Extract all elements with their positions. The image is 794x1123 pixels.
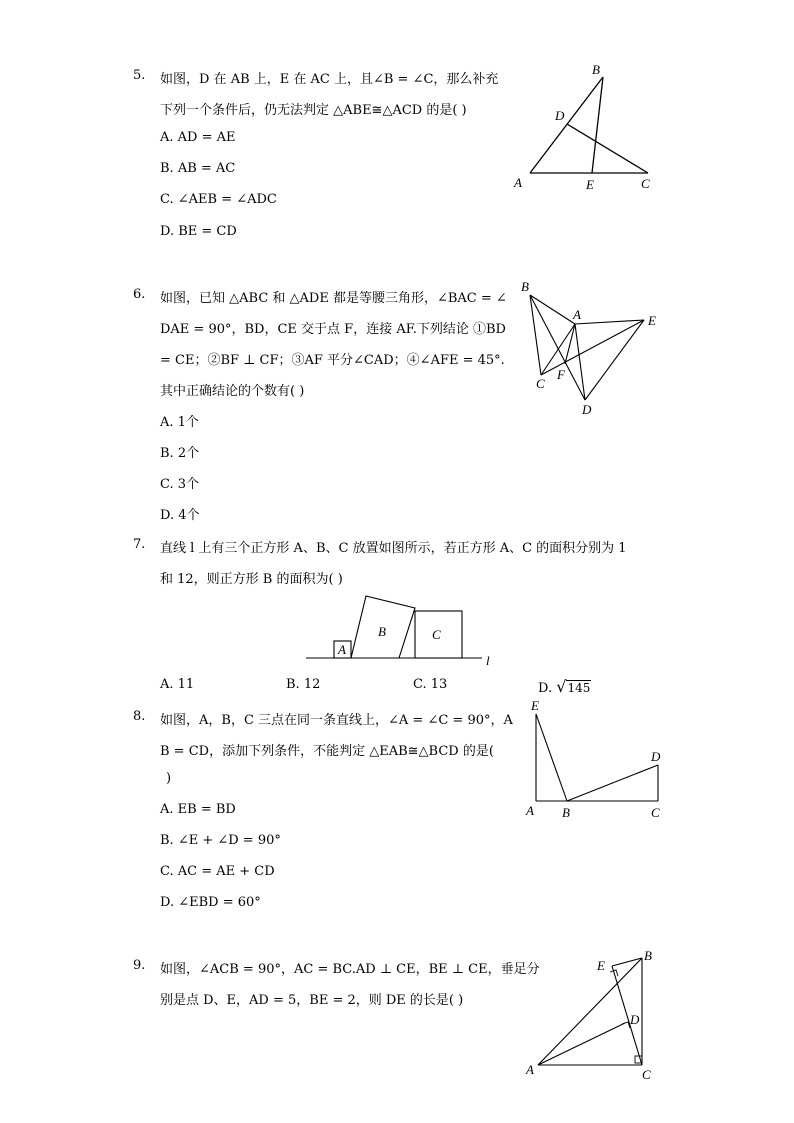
q8-label-e: E — [531, 698, 539, 713]
q5-label-c: C — [641, 176, 650, 191]
q9-stem-line2: 别是点 D、E，AD = 5，BE = 2，则 DE 的长是( ) — [160, 993, 464, 1008]
q7-option-d-radicand: 145 — [567, 681, 591, 695]
q7-label-b: B — [378, 624, 386, 639]
q7-option-c[interactable]: C. 13 — [413, 677, 448, 692]
q5-option-b[interactable]: B. AB = AC — [160, 161, 236, 176]
q6-number: 6. — [133, 287, 146, 302]
q5-option-c[interactable]: C. ∠AEB = ∠ADC — [160, 192, 277, 207]
q9-label-d: D — [630, 1012, 640, 1027]
q8-option-d[interactable]: D. ∠EBD = 60° — [160, 895, 261, 910]
q7-option-d[interactable] — [538, 677, 591, 696]
q8-label-b: B — [562, 805, 570, 820]
q7-label-a: A — [338, 642, 346, 657]
q7-option-b[interactable]: B. 12 — [286, 677, 321, 692]
q5-option-a[interactable]: A. AD = AE — [160, 130, 236, 145]
q9-label-a: A — [526, 1062, 534, 1077]
q5-label-e: E — [586, 177, 594, 192]
q6-stem-line1: 如图，已知 △ABC 和 △ADE 都是等腰三角形，∠BAC = ∠ — [160, 291, 507, 306]
q7-stem-line1: 直线 l 上有三个正方形 A、B、C 放置如图所示，若正方形 A、C 的面积分别为 1 — [160, 541, 627, 556]
q6-label-f: F — [557, 367, 565, 382]
q9-label-b: B — [644, 948, 652, 963]
q6-option-c[interactable]: C. 3个 — [160, 477, 200, 492]
q5-option-d[interactable]: D. BE = CD — [160, 224, 237, 239]
q8-label-d: D — [651, 749, 661, 764]
q7-label-c: C — [432, 627, 441, 642]
q6-label-d: D — [582, 402, 592, 417]
q8-stem-line1: 如图，A，B，C 三点在同一条直线上，∠A = ∠C = 90°，A — [160, 713, 513, 728]
q9-figure — [520, 944, 680, 1094]
q6-label-e: E — [648, 313, 656, 328]
q6-label-c: C — [536, 376, 545, 391]
q8-label-a: A — [526, 803, 534, 818]
q5-figure — [505, 55, 675, 200]
q7-number: 7. — [133, 537, 146, 552]
q7-option-a[interactable]: A. 11 — [160, 677, 195, 692]
q8-label-c: C — [651, 805, 660, 820]
q6-figure — [510, 278, 670, 423]
q5-label-b: B — [592, 62, 600, 77]
q7-option-d-label: D. — [538, 681, 557, 696]
q5-label-d: D — [555, 108, 565, 123]
q6-option-d[interactable]: D. 4个 — [160, 508, 200, 523]
q5-number: 5. — [133, 68, 146, 83]
q9-number: 9. — [133, 958, 146, 973]
q6-label-b: B — [521, 279, 529, 294]
q7-stem-line2: 和 12，则正方形 B 的面积为( ) — [160, 572, 343, 587]
q8-option-b[interactable]: B. ∠E + ∠D = 90° — [160, 833, 281, 848]
q9-label-c: C — [642, 1067, 651, 1082]
q6-label-a: A — [573, 307, 581, 322]
q6-option-b[interactable]: B. 2个 — [160, 446, 200, 461]
sqrt-sign-icon: √ — [556, 677, 567, 696]
q5-label-a: A — [514, 175, 522, 190]
q6-stem-line2: DAE = 90°，BD，CE 交于点 F，连接 AF.下列结论 ①BD — [160, 322, 506, 337]
q6-stem-line3: = CE；②BF ⊥ CF；③AF 平分∠CAD；④∠AFE = 45°. — [160, 353, 505, 368]
q8-number: 8. — [133, 709, 146, 724]
q8-figure — [520, 696, 680, 826]
q6-stem-line4: 其中正确结论的个数有( ) — [160, 384, 305, 399]
q8-stem-line3: ) — [166, 771, 172, 786]
q8-stem-line2: B = CD，添加下列条件，不能判定 △EAB≅△BCD 的是( — [160, 744, 494, 759]
q6-option-a[interactable]: A. 1个 — [160, 415, 199, 430]
q9-stem-line1: 如图，∠ACB = 90°，AC = BC.AD ⊥ CE，BE ⊥ CE，垂足分 — [160, 962, 540, 977]
q8-option-a[interactable]: A. EB = BD — [160, 802, 236, 817]
q7-label-l: l — [486, 653, 490, 668]
q5-stem-line2: 下列一个条件后，仍无法判定 △ABE≅△ACD 的是( ) — [160, 103, 467, 118]
q9-label-e: E — [597, 958, 605, 973]
q8-option-c[interactable]: C. AC = AE + CD — [160, 864, 275, 879]
q7-figure — [300, 588, 500, 668]
q5-stem-line1: 如图，D 在 AB 上，E 在 AC 上，且∠B = ∠C，那么补充 — [160, 72, 499, 87]
